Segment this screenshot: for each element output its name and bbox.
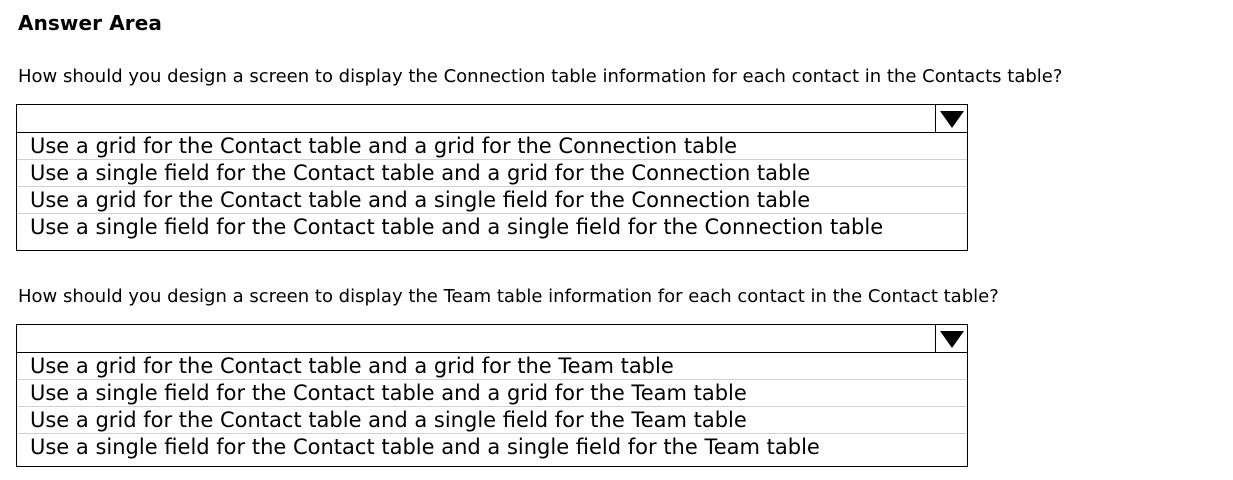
dropdown-selected-value[interactable] bbox=[17, 105, 967, 133]
dropdown-option[interactable]: Use a grid for the Contact table and a grid for the Connection table bbox=[17, 133, 967, 160]
dropdown-option[interactable]: Use a single field for the Contact table and a grid for the Team table bbox=[17, 380, 967, 407]
question-1-prompt: How should you design a screen to display the Connection table information for each contact in the Contacts table? bbox=[18, 66, 1063, 87]
dropdown-option[interactable]: Use a grid for the Contact table and a single field for the Connection table bbox=[17, 187, 967, 214]
dropdown-option[interactable]: Use a single field for the Contact table and a grid for the Connection table bbox=[17, 160, 967, 187]
team-design-dropdown[interactable] bbox=[16, 324, 968, 467]
connection-design-dropdown[interactable] bbox=[16, 104, 968, 251]
dropdown-option[interactable]: Use a single field for the Contact table and a single field for the Connection table bbox=[30, 215, 884, 239]
answer-area-title: Answer Area bbox=[18, 11, 162, 35]
question-2-prompt: How should you design a screen to display the Team table information for each contact in the Contact table? bbox=[18, 286, 999, 307]
triangle-down-icon[interactable] bbox=[935, 325, 967, 352]
triangle-down-icon[interactable] bbox=[935, 105, 967, 132]
dropdown-option[interactable]: Use a single field for the Contact table and a single field for the Team table bbox=[30, 435, 820, 459]
dropdown-option[interactable]: Use a grid for the Contact table and a single field for the Team table bbox=[17, 407, 967, 434]
dropdown-option[interactable]: Use a grid for the Contact table and a grid for the Team table bbox=[17, 353, 967, 380]
dropdown-selected-value[interactable] bbox=[17, 325, 967, 353]
